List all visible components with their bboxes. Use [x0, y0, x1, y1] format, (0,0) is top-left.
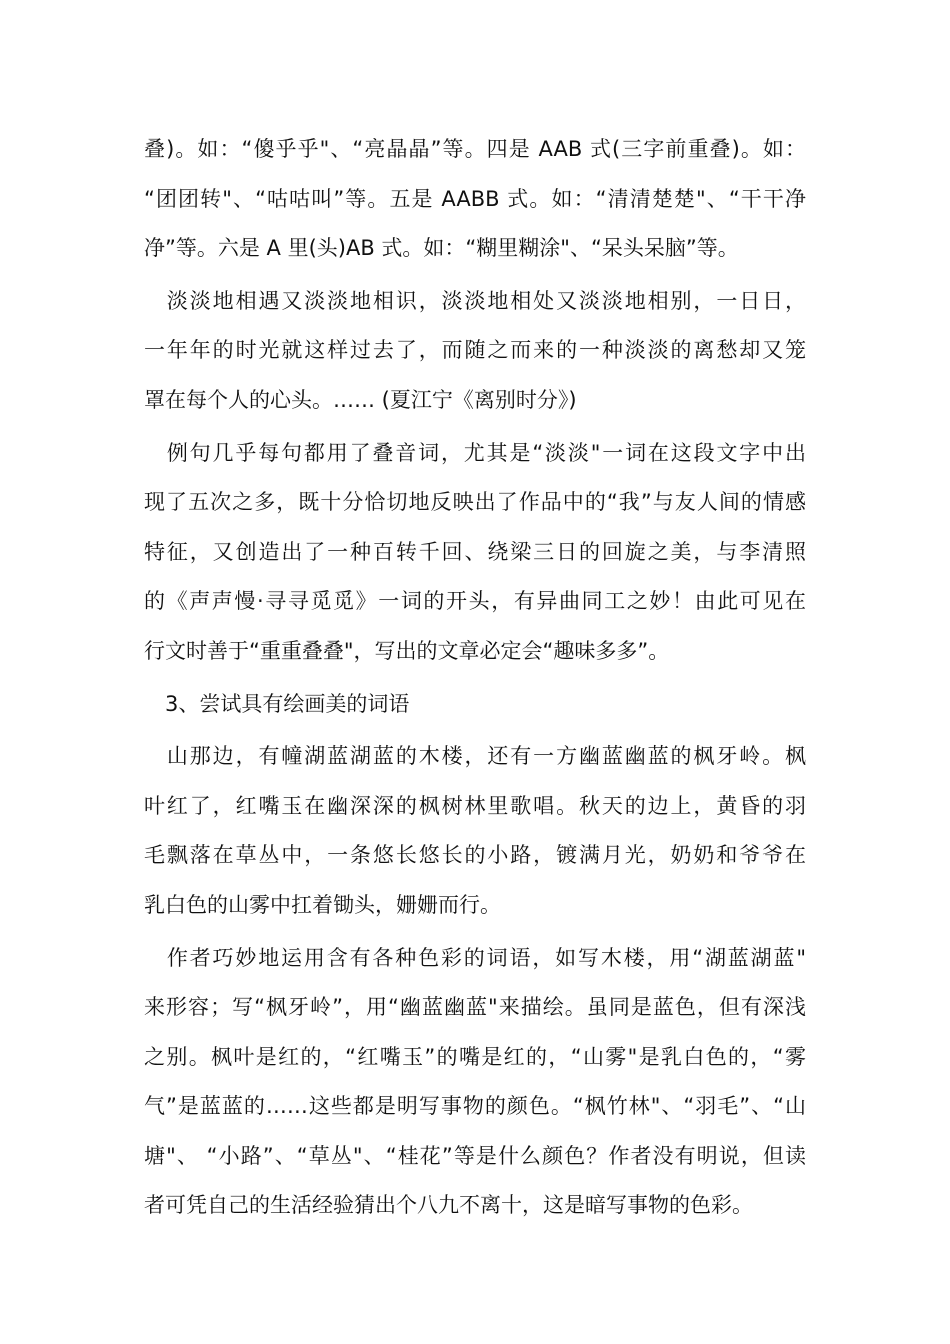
text-line: 净”等。六是 A 里(头)AB 式。如：“糊里糊涂"、“呆头呆脑”等。 — [144, 236, 739, 261]
text-line: 山那边，有幢湖蓝湖蓝的木楼，还有一方幽蓝幽蓝的枫牙岭。枫 — [144, 744, 806, 769]
text-line: 气”是蓝蓝的……这些都是明写事物的颜色。“枫竹林"、“羽毛”、“山 — [144, 1094, 806, 1119]
document-page — [144, 125, 806, 1234]
text-line: 淡淡地相遇又淡淡地相识，淡淡地相处又淡淡地相别，一日日， — [144, 288, 806, 313]
text-line: 特征，又创造出了一种百转千回、绕梁三日的回旋之美，与李清照 — [144, 539, 806, 564]
text-line: 乳白色的山雾中扛着锄头，姗姗而行。 — [144, 892, 501, 917]
text-line: 来形容；写“枫牙岭”，用“幽蓝幽蓝"来描绘。虽同是蓝色，但有深浅 — [144, 995, 806, 1020]
text-line: 叠)。如：“傻乎乎"、“亮晶晶”等。四是 AAB 式(三字前重叠)。如： — [144, 137, 806, 161]
section-heading — [144, 680, 806, 730]
text-line: 罩在每个人的心头。…… (夏江宁《离别时分》) — [144, 387, 577, 412]
paragraph-painting-example — [144, 732, 806, 930]
text-line: 者可凭自己的生活经验猜出个八九不离十，这是暗写事物的色彩。 — [144, 1193, 753, 1218]
text-line: 叶红了，红嘴玉在幽深深的枫树林里歌唱。秋天的边上，黄昏的羽 — [144, 793, 806, 818]
text-line: “团团转"、“咕咕叫”等。五是 AABB 式。如：“清清楚楚"、“干干净 — [144, 186, 806, 211]
text-line: 一年年的时光就这样过去了，而随之而来的一种淡淡的离愁却又笼 — [144, 338, 806, 363]
text-line: 的《声声慢·寻寻觅觅》一词的开头，有异曲同工之妙！由此可见在 — [144, 589, 806, 614]
text-line: 行文时善于“重重叠叠"，写出的文章必定会“趣味多多”。 — [144, 638, 670, 663]
paragraph-painting-analysis — [144, 934, 806, 1232]
heading-line: 3、尝试具有绘画美的词语 — [144, 691, 410, 716]
paragraph-reduplication-types — [144, 125, 806, 274]
text-line: 例句几乎每句都用了叠音词，尤其是“淡淡"一词在这段文字中出 — [144, 440, 806, 465]
text-line: 塘"、 “小路”、“草丛"、“桂花”等是什么颜色？作者没有明说，但读 — [144, 1143, 806, 1168]
text-line: 毛飘落在草丛中，一条悠长悠长的小路，镀满月光，奶奶和爷爷在 — [144, 843, 806, 868]
paragraph-example-quote — [144, 277, 806, 426]
text-line: 之别。枫叶是红的，“红嘴玉”的嘴是红的，“山雾"是乳白色的，“雾 — [144, 1044, 806, 1069]
paragraph-example-analysis — [144, 429, 806, 677]
text-line: 现了五次之多，既十分恰切地反映出了作品中的“我”与友人间的情感 — [144, 490, 806, 515]
text-line: 作者巧妙地运用含有各种色彩的词语，如写木楼，用“湖蓝湖蓝" — [144, 945, 806, 970]
